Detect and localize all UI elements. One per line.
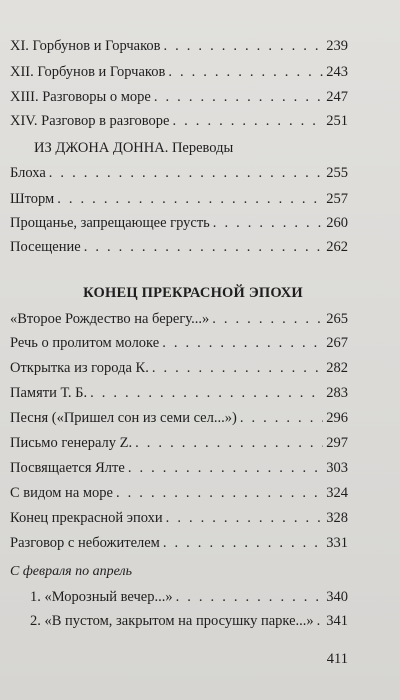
toc-entry-title: Открытка из города К.: [10, 360, 149, 376]
toc-entry-page: 260: [326, 215, 348, 231]
toc-entry-title: 1. «Морозный вечер...»: [30, 589, 173, 605]
toc-entry-page: 267: [326, 335, 348, 351]
toc-entry: [10, 310, 348, 328]
toc-entry-page: 251: [326, 113, 348, 129]
toc-entry: [10, 384, 348, 402]
toc-entry: [10, 37, 348, 55]
toc-entry-page: 265: [326, 311, 348, 327]
toc-entry-page: 282: [326, 360, 348, 376]
toc-entry-title: Посещение: [10, 239, 81, 255]
toc-entry: [10, 63, 348, 81]
toc-entry-title: Речь о пролитом молоке: [10, 335, 160, 351]
toc-entry: [10, 534, 348, 552]
toc-leader-dots: [168, 63, 323, 81]
toc-leader-dots: [212, 310, 323, 328]
toc-leader-dots: [116, 484, 323, 502]
toc-entry: [10, 459, 348, 477]
toc-entry: [10, 409, 348, 427]
toc-entry: [10, 359, 348, 377]
toc-leader-dots: [317, 612, 323, 630]
toc-entry: [10, 434, 348, 452]
toc-entry-page: 331: [326, 535, 348, 551]
toc-entry: [10, 238, 348, 256]
toc-entry-page: 262: [326, 239, 348, 255]
toc-leader-dots: [162, 334, 323, 352]
toc-entry: [10, 334, 348, 352]
toc-entry-title: «Второе Рождество на берегу...»: [10, 311, 210, 327]
toc-entry-page: 341: [326, 613, 348, 629]
toc-entry-title: 2. «В пустом, закрытом на просушку парке...»: [30, 613, 314, 629]
toc-leader-dots: [57, 190, 323, 208]
toc-leader-dots: [163, 37, 323, 55]
section-heading-epoch: КОНЕЦ ПРЕКРАСНОЙ ЭПОХИ: [83, 285, 303, 301]
toc-entry-page: 257: [326, 191, 348, 207]
toc-entry-title: XI. Горбунов и Горчаков: [10, 38, 161, 54]
toc-entry-page: 324: [326, 485, 348, 501]
toc-entry-title: XII. Горбунов и Горчаков: [10, 64, 166, 80]
toc-entry: [10, 164, 348, 182]
toc-entry-title: Письмо генералу Z.: [10, 435, 133, 451]
toc-entry: [10, 484, 348, 502]
toc-entry-page: 255: [326, 165, 348, 181]
page-number: 411: [326, 651, 348, 667]
toc-entry-title: Шторм: [10, 191, 55, 207]
section-heading-donne: ИЗ ДЖОНА ДОННА. Переводы: [34, 140, 234, 156]
toc-entry-page: 303: [326, 460, 348, 476]
toc-entry: [30, 612, 348, 630]
toc-entry-page: 239: [326, 38, 348, 54]
toc-entry-title: Прощанье, запрещающее грусть: [10, 215, 210, 231]
toc-leader-dots: [84, 238, 323, 256]
toc-leader-dots: [154, 88, 323, 106]
toc-leader-dots: [176, 588, 323, 606]
toc-entry-page: 296: [326, 410, 348, 426]
toc-entry-page: 297: [326, 435, 348, 451]
toc-leader-dots: [128, 459, 323, 477]
toc-entry-title: XIV. Разговор в разговоре: [10, 113, 170, 129]
toc-entry: [10, 214, 348, 232]
toc-entry-page: 340: [326, 589, 348, 605]
toc-entry-page: 283: [326, 385, 348, 401]
toc-entry: [10, 190, 348, 208]
toc-leader-dots: [135, 434, 323, 452]
toc-leader-dots: [152, 359, 323, 377]
toc-leader-dots: [90, 384, 323, 402]
toc-leader-dots: [240, 409, 323, 427]
toc-entry-page: 247: [326, 89, 348, 105]
toc-entry: [30, 588, 348, 606]
toc-entry-page: 243: [326, 64, 348, 80]
toc-entry-title: Блоха: [10, 165, 46, 181]
toc-entry-title: Разговор с небожителем: [10, 535, 160, 551]
toc-entry-title: Памяти Т. Б.: [10, 385, 88, 401]
toc-entry-title: Посвящается Ялте: [10, 460, 125, 476]
toc-entry: [10, 509, 348, 527]
subsection-heading: С февраля по апрель: [10, 564, 133, 579]
toc-entry: [10, 88, 348, 106]
toc-leader-dots: [163, 534, 323, 552]
toc-leader-dots: [173, 112, 324, 130]
toc-leader-dots: [213, 214, 323, 232]
toc-entry: [10, 112, 348, 130]
toc-entry-title: Песня («Пришел сон из семи сел...»): [10, 410, 237, 426]
toc-leader-dots: [166, 509, 323, 527]
toc-entry-title: XIII. Разговоры о море: [10, 89, 151, 105]
toc-entry-title: С видом на море: [10, 485, 113, 501]
toc-entry-title: Конец прекрасной эпохи: [10, 510, 163, 526]
toc-leader-dots: [49, 164, 323, 182]
toc-entry-page: 328: [326, 510, 348, 526]
